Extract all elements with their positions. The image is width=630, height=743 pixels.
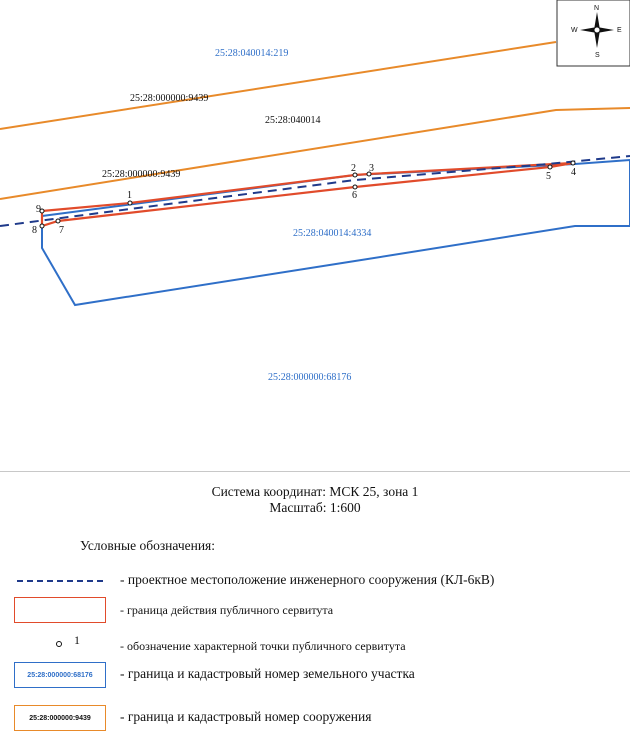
point-label-8: 8: [32, 225, 37, 236]
point-symbol-icon: [56, 641, 62, 647]
coordinate-system-text: Система координат: МСК 25, зона 1: [211, 484, 419, 499]
point-marker-4: [571, 161, 575, 165]
dashed-line-symbol: [14, 568, 106, 594]
point-label-9: 9: [36, 204, 41, 215]
compass-s: S: [595, 52, 600, 59]
legend-title: Условные обозначения:: [80, 538, 216, 553]
point-label-3: 3: [369, 163, 374, 174]
point-label-7: 7: [59, 225, 64, 236]
compass-w: W: [571, 27, 578, 34]
point-marker-5: [548, 165, 552, 169]
legend-item-structure: [0, 705, 630, 735]
parcel-label-4334: 25:28:040014:4334: [293, 228, 372, 239]
legend-item-cable: [0, 568, 630, 598]
parcel-label-219: 25:28:040014:219: [215, 48, 289, 59]
coordinate-info: [0, 484, 630, 516]
red-rectangle-symbol: [14, 597, 106, 623]
legend-text-cable: - проектное местоположение инженерного сооружения (КЛ-6кВ): [120, 572, 495, 587]
compass-rose-icon: [557, 0, 630, 66]
point-label-5: 5: [546, 171, 551, 182]
point-label-1: 1: [127, 190, 132, 201]
map-legend-divider: [0, 471, 630, 472]
legend-text-parcel: - граница и кадастровый номер земельного участка: [120, 666, 415, 681]
legend-text-point: - обозначение характерной точки публичного сервитута: [120, 639, 406, 653]
point-marker-8: [40, 224, 44, 228]
legend-item-parcel: [0, 662, 630, 692]
point-marker-7: [56, 219, 60, 223]
blue-rectangle-symbol: 25:28:000000:68176: [14, 662, 106, 688]
point-label-2: 2: [351, 163, 356, 174]
point-symbol-label: 1: [74, 633, 80, 647]
point-label-4: 4: [571, 167, 576, 178]
legend-text-structure: - граница и кадастровый номер сооружения: [120, 709, 372, 724]
legend-item-point: [0, 633, 630, 663]
legend-text-easement: - граница действия публичного сервитута: [120, 603, 334, 617]
point-marker-1: [128, 201, 132, 205]
compass-e: E: [617, 27, 622, 34]
compass-n: N: [594, 5, 600, 12]
scale-text: Масштаб: 1:600: [269, 500, 361, 515]
orange-rectangle-symbol: 25:28:000000:9439: [14, 705, 106, 731]
structure-label-upper: 25:28:000000:9439: [130, 93, 209, 104]
structure-label-lower: 25:28:000000:9439: [102, 169, 181, 180]
point-label-6: 6: [352, 190, 357, 201]
quarter-label: 25:28:040014: [265, 115, 321, 126]
legend-item-easement: [0, 597, 630, 627]
point-marker-6: [353, 185, 357, 189]
parcel-label-68176: 25:28:000000:68176: [268, 372, 352, 383]
